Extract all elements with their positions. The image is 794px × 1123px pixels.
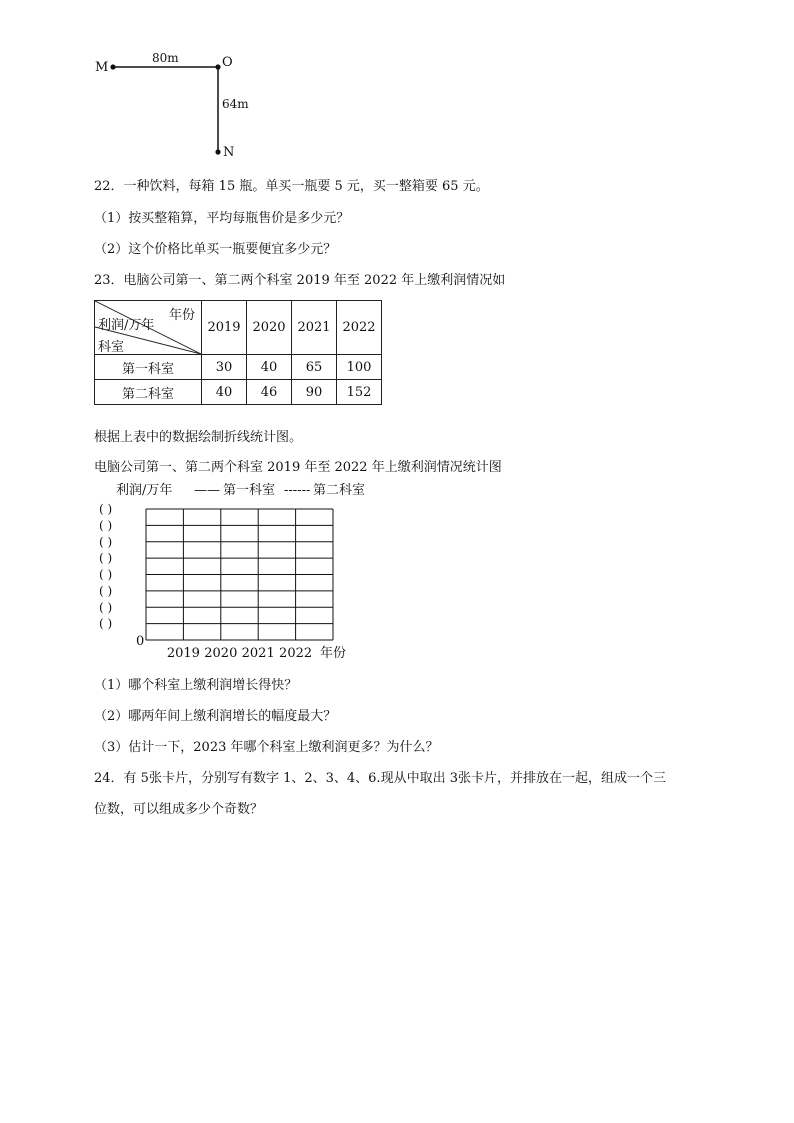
table-cell: 100 bbox=[337, 355, 382, 380]
label-on-length: 64m bbox=[222, 97, 249, 111]
table-cell: 90 bbox=[292, 380, 337, 405]
q23-instruction: 根据上表中的数据绘制折线统计图。 bbox=[94, 430, 303, 445]
x-tick-label: 2020 bbox=[204, 646, 238, 661]
year-header: 2020 bbox=[247, 301, 292, 355]
profit-table bbox=[94, 300, 382, 405]
table-header-row bbox=[95, 301, 382, 355]
x-tick-label: 2022 bbox=[279, 646, 313, 661]
y-tick-blank: ( ) bbox=[99, 616, 113, 631]
table-cell: 46 bbox=[247, 380, 292, 405]
year-header: 2019 bbox=[202, 301, 247, 355]
legend-item-first: 第一科室 bbox=[223, 483, 276, 498]
label-m: M bbox=[95, 60, 109, 75]
table-cell: 152 bbox=[337, 380, 382, 405]
x-tick-label: 2019 bbox=[166, 646, 200, 661]
q22-stem: 22．一种饮料，每箱 15 瓶。单买一瓶要 5 元，买一整箱要 65 元。 bbox=[94, 179, 489, 194]
q23-stem: 23．电脑公司第一、第二两个科室 2019 年至 2022 年上缴利润情况如 bbox=[94, 273, 506, 288]
y-axis-label: 利润/万年 bbox=[116, 483, 173, 498]
chart-title: 电脑公司第一、第二两个科室 2019 年至 2022 年上缴利润情况统计图 bbox=[94, 460, 502, 475]
q24-line2: 位数，可以组成多少个奇数？ bbox=[94, 802, 264, 817]
legend-item-second: 第二科室 bbox=[313, 483, 366, 498]
label-o: O bbox=[222, 55, 233, 70]
table-corner-cell bbox=[95, 301, 202, 355]
table-cell: 40 bbox=[202, 380, 247, 405]
point-m bbox=[110, 64, 115, 69]
q23-sub3: （3）估计一下，2023 年哪个科室上缴利润更多？为什么？ bbox=[94, 740, 439, 755]
corner-room-label: 科室 bbox=[98, 340, 125, 355]
y-tick-blank: ( ) bbox=[99, 534, 113, 549]
q22-sub2: （2）这个价格比单买一瓶要便宜多少元？ bbox=[94, 242, 337, 257]
x-ticks bbox=[167, 646, 312, 661]
point-n bbox=[215, 149, 220, 154]
y-tick-blank: ( ) bbox=[99, 600, 113, 615]
corner-year-label: 年份 bbox=[168, 308, 195, 323]
table-cell: 65 bbox=[292, 355, 337, 380]
q24-line1: 24．有 5张卡片，分别写有数字 1、2、3、4、6.现从中取出 3张卡片，并排放在一起，组成一个三 bbox=[94, 771, 666, 786]
x-tick-label: 2021 bbox=[241, 646, 275, 661]
y-zero-label: 0 bbox=[136, 634, 145, 649]
y-tick-blank: ( ) bbox=[99, 567, 113, 582]
chart-grid bbox=[146, 509, 333, 640]
path-figure bbox=[90, 45, 250, 165]
y-ticks bbox=[99, 502, 112, 631]
row-name: 第一科室 bbox=[95, 355, 202, 380]
corner-profit-label: 利润/万年 bbox=[98, 318, 155, 333]
year-header: 2022 bbox=[337, 301, 382, 355]
label-n: N bbox=[223, 145, 235, 160]
y-tick-blank: ( ) bbox=[99, 583, 113, 598]
row-name: 第二科室 bbox=[95, 380, 202, 405]
x-axis-label: 年份 bbox=[320, 646, 347, 661]
table-row bbox=[95, 380, 382, 405]
line-chart bbox=[94, 478, 384, 663]
q22-sub1: （1）按买整箱算，平均每瓶售价是多少元？ bbox=[94, 211, 350, 226]
point-o bbox=[215, 64, 220, 69]
table-row bbox=[95, 355, 382, 380]
y-tick-blank: ( ) bbox=[99, 551, 113, 566]
label-mo-length: 80m bbox=[152, 51, 179, 65]
table-cell: 30 bbox=[202, 355, 247, 380]
y-tick-blank: ( ) bbox=[99, 518, 113, 533]
year-header: 2021 bbox=[292, 301, 337, 355]
q23-sub1: （1）哪个科室上缴利润增长得快？ bbox=[94, 678, 298, 693]
y-tick-blank: ( ) bbox=[99, 502, 113, 516]
table-cell: 40 bbox=[247, 355, 292, 380]
legend-solid-sample: —— bbox=[194, 483, 220, 498]
legend-dashed-sample: ------ bbox=[284, 483, 311, 498]
q23-sub2: （2）哪两年间上缴利润增长的幅度最大？ bbox=[94, 709, 337, 724]
